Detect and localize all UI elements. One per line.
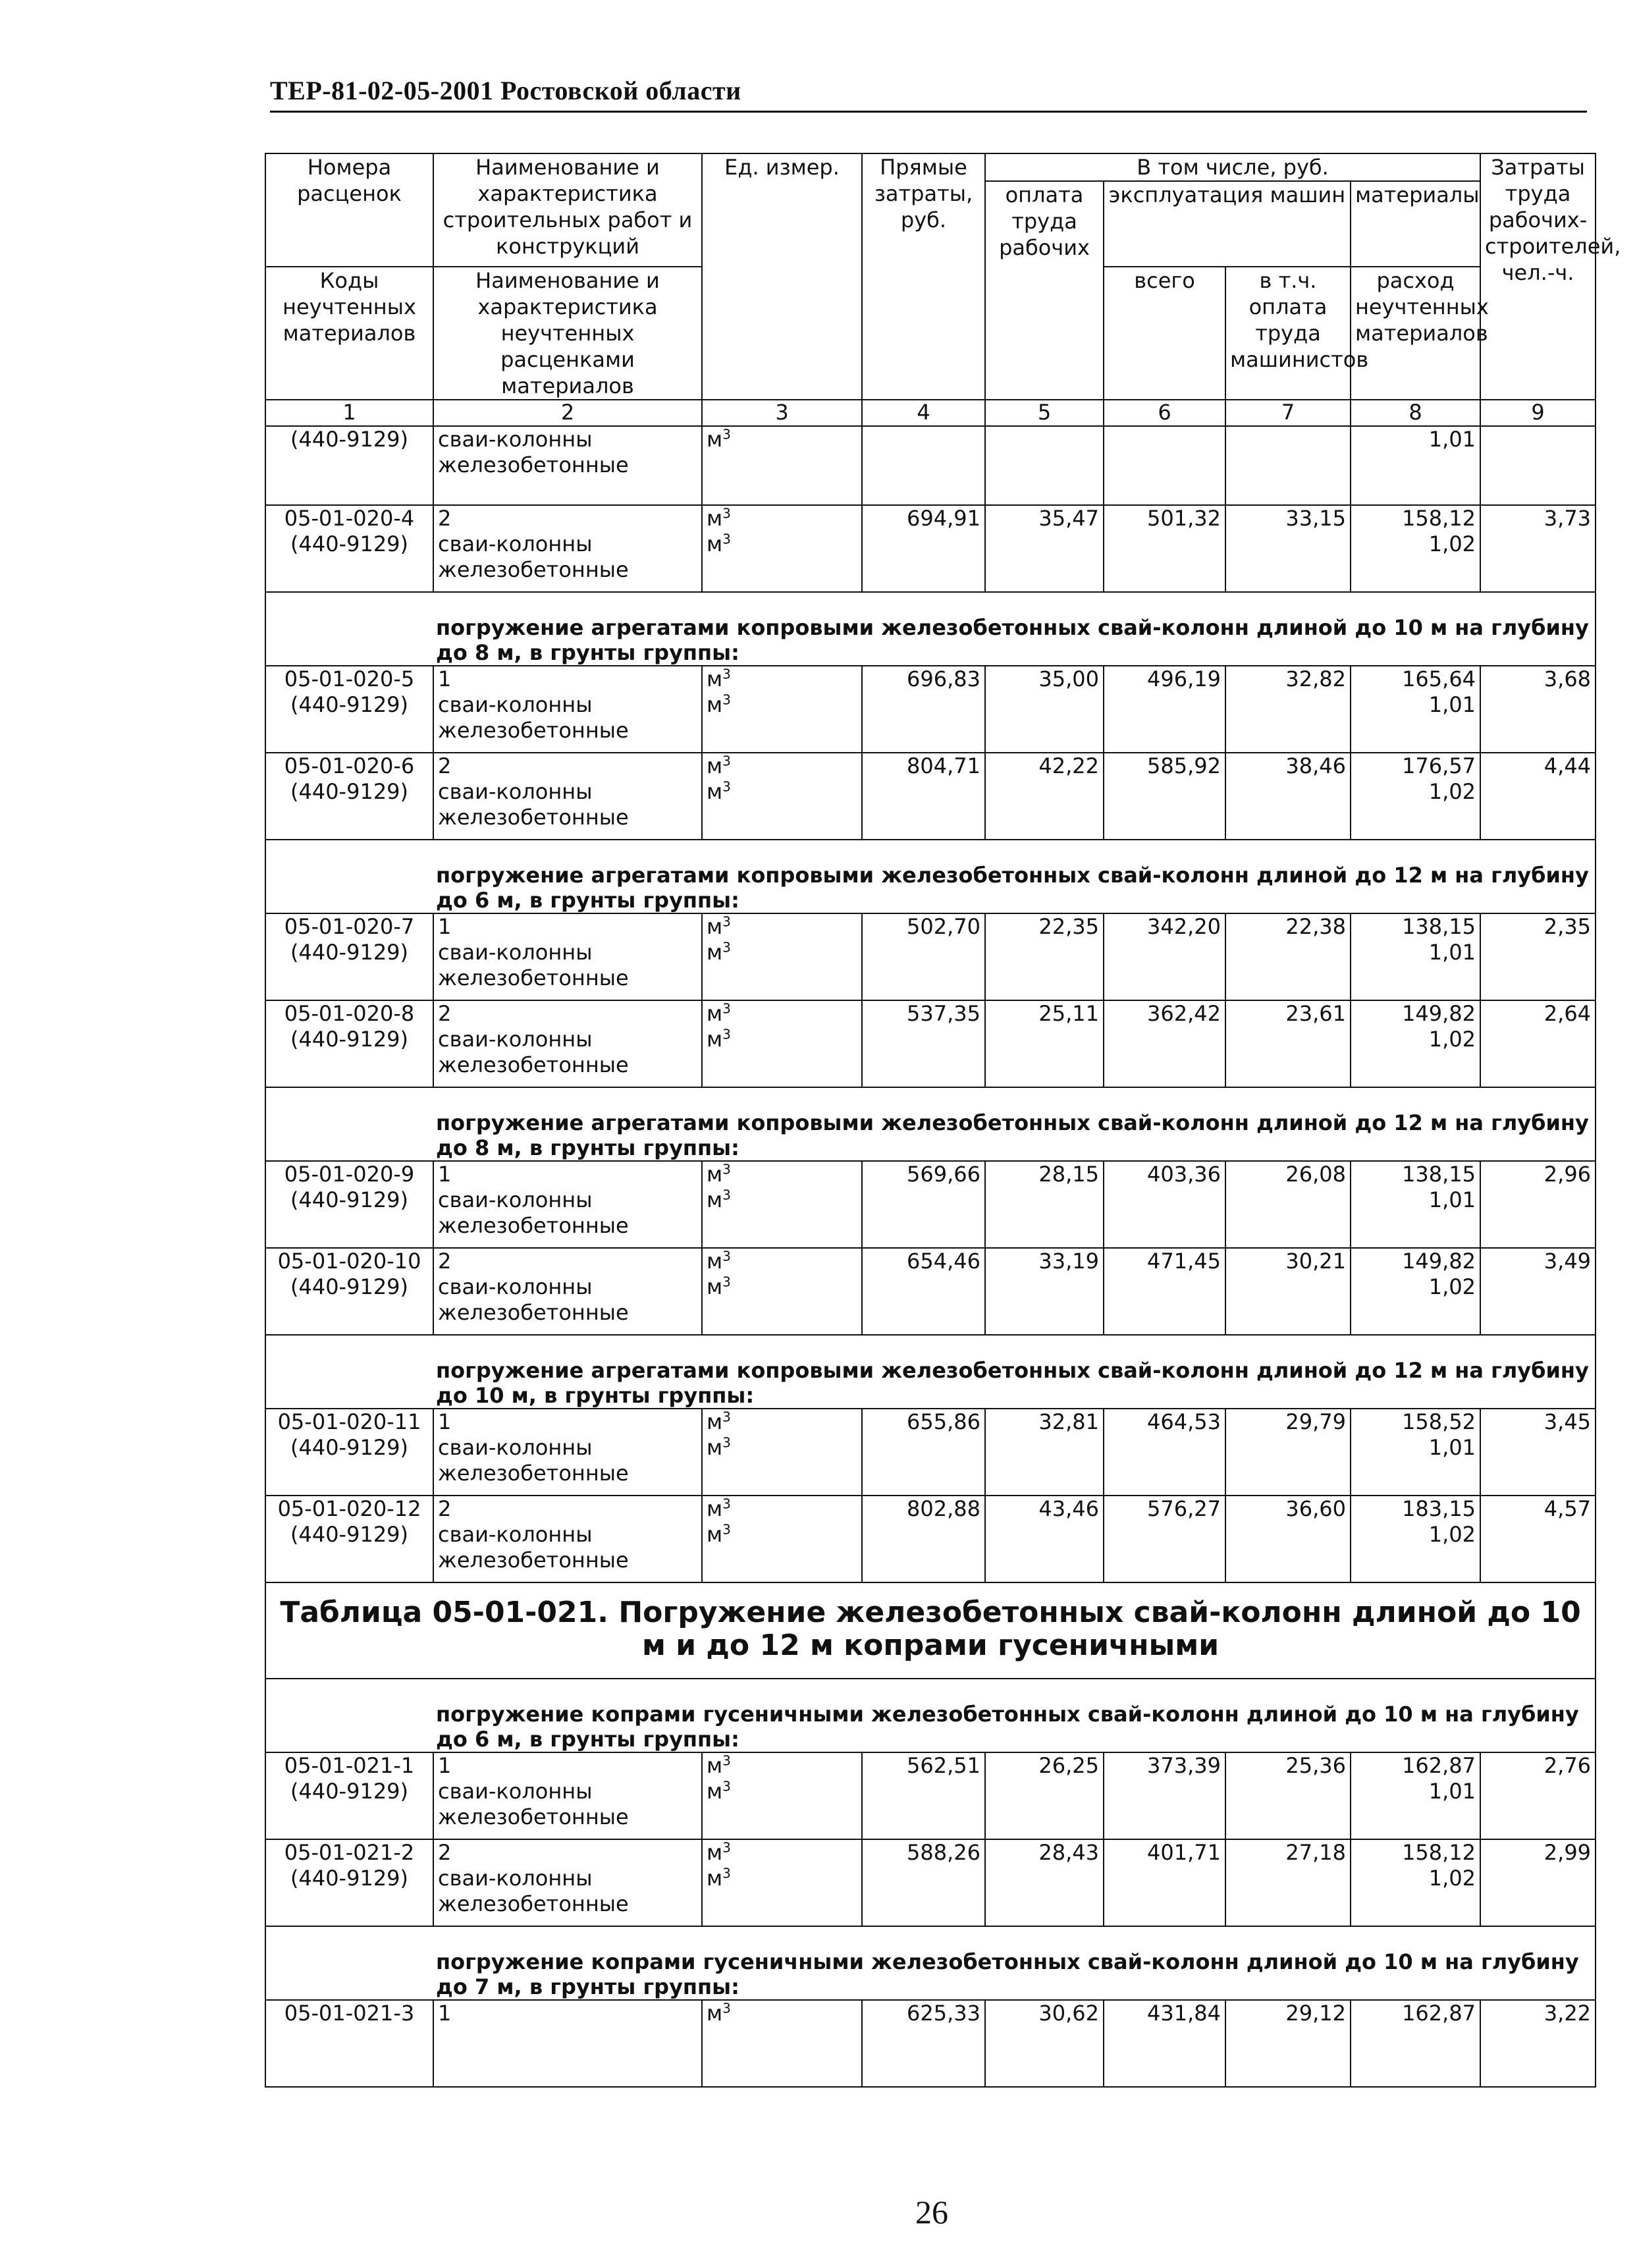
direct-cost: 655,86: [862, 1409, 985, 1496]
material-qty: 1,01: [1428, 940, 1476, 965]
table-title: Таблица 05-01-021. Погружение железобетонных свай-колонн длиной до 10 м и до 12 м копрами гусеничными: [265, 1582, 1596, 1679]
labor-hours: 4,44: [1480, 753, 1596, 840]
col-number: 1: [265, 400, 433, 426]
table-row: [265, 1839, 1596, 1926]
rate-code-cell: [265, 913, 433, 1000]
work-name-cell: [433, 1161, 702, 1248]
material-qty: 1,02: [1428, 531, 1476, 556]
rate-code-cell: [265, 1409, 433, 1496]
materials-cost: 176,57: [1402, 753, 1476, 778]
soil-group: 1: [438, 1753, 452, 1778]
rate-code: 05-01-020-12: [277, 1496, 421, 1521]
section-heading-row: [265, 592, 1596, 666]
section-heading: погружение агрегатами копровыми железобетонных свай-колонн длиной до 12 м на глубину до 10 м, в грунты группы:: [265, 1335, 1596, 1409]
soil-group: 2: [438, 1840, 452, 1865]
labor-hours: 3,49: [1480, 1248, 1596, 1335]
soil-group: 1: [438, 666, 452, 691]
material-qty: 1,02: [1428, 1522, 1476, 1547]
labor-hours: 3,22: [1480, 2000, 1596, 2087]
rate-code-cell: [265, 1496, 433, 1582]
machinist-pay: 26,08: [1225, 1161, 1351, 1248]
soil-group: 1: [438, 1409, 452, 1434]
col-number: 4: [862, 400, 985, 426]
material-name: сваи-колонны железобетонные: [438, 940, 629, 990]
material-qty: 1,02: [1428, 1274, 1476, 1299]
labor-hours: 2,96: [1480, 1161, 1596, 1248]
labor-hours: 3,73: [1480, 505, 1596, 592]
work-name-cell: [433, 1248, 702, 1335]
material-qty: 1,01: [1428, 1779, 1476, 1804]
machines-total: 576,27: [1104, 1496, 1225, 1582]
machinist-pay: 36,60: [1225, 1496, 1351, 1582]
labor-pay: 42,22: [985, 753, 1104, 840]
material-qty: 1,01: [1351, 426, 1480, 505]
rate-code-cell: [265, 666, 433, 753]
rate-code: 05-01-021-1: [284, 1753, 415, 1778]
machines-total-header: всего: [1104, 267, 1225, 400]
material-code: (440-9129): [290, 1274, 409, 1299]
labor-hours: 2,35: [1480, 913, 1596, 1000]
material-name: сваи-колонны железобетонные: [438, 1866, 629, 1916]
machines-total: 471,45: [1104, 1248, 1225, 1335]
material-name: сваи-колонны железобетонные: [438, 1435, 629, 1486]
table-row: [265, 2000, 1596, 2087]
rate-code-cell: [265, 1161, 433, 1248]
table-row: [265, 913, 1596, 1000]
rate-code: 05-01-021-2: [284, 1840, 415, 1865]
soil-group: 2: [438, 1249, 452, 1274]
table-row: [265, 666, 1596, 753]
materials-cost: 158,12: [1402, 1840, 1476, 1865]
rate-code: 05-01-020-4: [284, 506, 415, 531]
unit-cell: $м^3$: [702, 2000, 862, 2087]
unit-cell: $м^3$ $м^3$: [702, 505, 862, 592]
section-heading: погружение агрегатами копровыми железобетонных свай-колонн длиной до 10 м на глубину до 8 м, в грунты группы:: [265, 592, 1596, 666]
included-header: В том числе, руб.: [985, 153, 1480, 181]
unit-cell: $м^3$ $м^3$: [702, 1161, 862, 1248]
material-code: (440-9129): [290, 531, 409, 556]
machinist-pay: 38,46: [1225, 753, 1351, 840]
materials-cell: [1351, 753, 1480, 840]
col1-top-header: Номера расценок: [265, 153, 433, 267]
rate-code: 05-01-020-11: [277, 1409, 421, 1434]
machines-total: 496,19: [1104, 666, 1225, 753]
col2-bottom-header: Наименование и характеристика неучтенных расценками материалов: [433, 267, 702, 400]
labor-pay: 22,35: [985, 913, 1104, 1000]
table-row: [265, 753, 1596, 840]
col-number: 9: [1480, 400, 1596, 426]
col-number: 7: [1225, 400, 1351, 426]
rate-code: 05-01-020-5: [284, 666, 415, 691]
labor-hours: 3,68: [1480, 666, 1596, 753]
col-number: 8: [1351, 400, 1480, 426]
section-heading-row: [265, 1679, 1596, 1752]
labor-pay-header: оплата труда рабочих: [985, 181, 1104, 400]
unit-cell: $м^3$ $м^3$: [702, 1000, 862, 1087]
direct-cost: 537,35: [862, 1000, 985, 1087]
material-name: сваи-колонны железобетонные: [438, 531, 629, 582]
unit-cell: $м^3$ $м^3$: [702, 1839, 862, 1926]
materials-cost: 165,64: [1402, 666, 1476, 691]
table-row: [265, 1496, 1596, 1582]
soil-group: 2: [438, 1496, 452, 1521]
direct-cost-header: Прямые затраты, руб.: [862, 153, 985, 400]
machines-total: 585,92: [1104, 753, 1225, 840]
labor-hours: 2,99: [1480, 1839, 1596, 1926]
material-code: (440-9129): [265, 426, 433, 505]
machines-header: эксплуатация машин: [1104, 181, 1351, 267]
soil-group: 1: [438, 914, 452, 939]
rate-code-cell: [265, 1839, 433, 1926]
unit-cell: $м^3$ $м^3$: [702, 1248, 862, 1335]
material-qty: 1,01: [1428, 1435, 1476, 1460]
material-name: сваи-колонны железобетонные: [438, 1187, 629, 1238]
soil-group: 2: [438, 1001, 452, 1026]
material-qty: 1,01: [1428, 1187, 1476, 1212]
direct-cost: 569,66: [862, 1161, 985, 1248]
material-usage-header: расход неучтенных материалов: [1351, 267, 1480, 400]
materials-cell: [1351, 1161, 1480, 1248]
rate-code-cell: [265, 1000, 433, 1087]
rate-code: 05-01-020-9: [284, 1162, 415, 1187]
labor-pay: 33,19: [985, 1248, 1104, 1335]
work-name-cell: [433, 1839, 702, 1926]
labor-pay: 32,81: [985, 1409, 1104, 1496]
section-heading-row: [265, 1087, 1596, 1161]
materials-cell: [1351, 505, 1480, 592]
col-number: 2: [433, 400, 702, 426]
rate-code-cell: [265, 753, 433, 840]
unit-cell: $м^3$ $м^3$: [702, 913, 862, 1000]
col1-bottom-header: Коды неучтенных материалов: [265, 267, 433, 400]
direct-cost: 502,70: [862, 913, 985, 1000]
col-number: 3: [702, 400, 862, 426]
section-heading-row: [265, 1335, 1596, 1409]
material-unit: $м^3$: [702, 426, 862, 505]
machines-total: 401,71: [1104, 1839, 1225, 1926]
table-row: [265, 1752, 1596, 1839]
materials-cost: 158,52: [1402, 1409, 1476, 1434]
material-code: (440-9129): [290, 1522, 409, 1547]
materials-cell: [1351, 1000, 1480, 1087]
material-qty: 1,01: [1428, 692, 1476, 717]
soil-group: 1: [438, 2001, 452, 2026]
table-row: [265, 505, 1596, 592]
work-name-cell: [433, 1752, 702, 1839]
materials-cell: [1351, 1752, 1480, 1839]
section-heading: погружение копрами гусеничными железобетонных свай-колонн длиной до 10 м на глубину до 6 м, в грунты группы:: [265, 1679, 1596, 1752]
table-row: [265, 1000, 1596, 1087]
column-numbers-row: [265, 400, 1596, 426]
materials-cell: [1351, 2000, 1480, 2087]
material-code: (440-9129): [290, 1027, 409, 1052]
direct-cost: 654,46: [862, 1248, 985, 1335]
labor-hours-header: Затраты труда рабочих-строителей, чел.-ч.: [1480, 153, 1596, 400]
unit-cell: $м^3$ $м^3$: [702, 1496, 862, 1582]
unit-cell: $м^3$ $м^3$: [702, 753, 862, 840]
labor-pay: 26,25: [985, 1752, 1104, 1839]
work-name-cell: [433, 666, 702, 753]
labor-pay: 35,47: [985, 505, 1104, 592]
material-code: (440-9129): [290, 1779, 409, 1804]
materials-cost: 158,12: [1402, 506, 1476, 531]
material-name: сваи-колонны железобетонные: [438, 1522, 629, 1573]
machines-total: 431,84: [1104, 2000, 1225, 2087]
soil-group: 2: [438, 506, 452, 531]
machines-total: 501,32: [1104, 505, 1225, 592]
material-qty: 1,02: [1428, 779, 1476, 804]
materials-cell: [1351, 1839, 1480, 1926]
col-number: 5: [985, 400, 1104, 426]
machinist-pay: 23,61: [1225, 1000, 1351, 1087]
unit-cell: $м^3$ $м^3$: [702, 1752, 862, 1839]
materials-cost: 138,15: [1402, 914, 1476, 939]
labor-hours: 2,76: [1480, 1752, 1596, 1839]
soil-group: 2: [438, 753, 452, 778]
material-name: сваи-колонны железобетонные: [438, 1274, 629, 1325]
material-code: (440-9129): [290, 940, 409, 965]
section-heading: погружение агрегатами копровыми железобетонных свай-колонн длиной до 12 м на глубину до 8 м, в грунты группы:: [265, 1087, 1596, 1161]
material-code: (440-9129): [290, 692, 409, 717]
col-number: 6: [1104, 400, 1225, 426]
rate-code: 05-01-021-3: [284, 2001, 415, 2026]
machinist-pay: 33,15: [1225, 505, 1351, 592]
materials-cost: 162,87: [1402, 2001, 1476, 2026]
labor-hours: 2,64: [1480, 1000, 1596, 1087]
work-name-cell: [433, 1409, 702, 1496]
rate-code: 05-01-020-10: [277, 1249, 421, 1274]
section-heading: погружение копрами гусеничными железобетонных свай-колонн длиной до 10 м на глубину до 7 м, в грунты группы:: [265, 1926, 1596, 2000]
table-title-row: [265, 1582, 1596, 1679]
machinist-pay-header: в т.ч. оплата труда машинистов: [1225, 267, 1351, 400]
rate-code-cell: [265, 1752, 433, 1839]
work-name-cell: [433, 913, 702, 1000]
table-row: [265, 1248, 1596, 1335]
material-qty: 1,02: [1428, 1027, 1476, 1052]
materials-cell: [1351, 1496, 1480, 1582]
machinist-pay: 27,18: [1225, 1839, 1351, 1926]
rate-code: 05-01-020-6: [284, 753, 415, 778]
table-row: [265, 1161, 1596, 1248]
soil-group: 1: [438, 1162, 452, 1187]
labor-pay: 28,43: [985, 1839, 1104, 1926]
materials-cost: 149,82: [1402, 1001, 1476, 1026]
section-heading-row: [265, 840, 1596, 913]
work-name-cell: [433, 2000, 702, 2087]
machines-total: 464,53: [1104, 1409, 1225, 1496]
section-heading-row: [265, 1926, 1596, 2000]
labor-pay: 35,00: [985, 666, 1104, 753]
unit-cell: $м^3$ $м^3$: [702, 666, 862, 753]
machines-total: 342,20: [1104, 913, 1225, 1000]
materials-cost: 138,15: [1402, 1162, 1476, 1187]
labor-pay: 30,62: [985, 2000, 1104, 2087]
rate-code-cell: [265, 1248, 433, 1335]
section-heading: погружение агрегатами копровыми железобетонных свай-колонн длиной до 12 м на глубину до 6 м, в грунты группы:: [265, 840, 1596, 913]
direct-cost: 696,83: [862, 666, 985, 753]
machines-total: 403,36: [1104, 1161, 1225, 1248]
machinist-pay: 25,36: [1225, 1752, 1351, 1839]
materials-cost: 162,87: [1402, 1753, 1476, 1778]
labor-pay: 43,46: [985, 1496, 1104, 1582]
rate-code-cell: [265, 505, 433, 592]
rate-code-cell: [265, 2000, 433, 2087]
direct-cost: 625,33: [862, 2000, 985, 2087]
material-name: сваи-колонны железобетонные: [438, 1027, 629, 1077]
direct-cost: 802,88: [862, 1496, 985, 1582]
machinist-pay: 29,79: [1225, 1409, 1351, 1496]
materials-header: материалы: [1351, 181, 1480, 267]
work-name-cell: [433, 1000, 702, 1087]
material-code: (440-9129): [290, 1866, 409, 1891]
material-code: (440-9129): [290, 1435, 409, 1460]
labor-hours: 3,45: [1480, 1409, 1596, 1496]
machinist-pay: 32,82: [1225, 666, 1351, 753]
material-code: (440-9129): [290, 779, 409, 804]
direct-cost: 694,91: [862, 505, 985, 592]
materials-cell: [1351, 1409, 1480, 1496]
header-row-1: [265, 153, 1596, 181]
document-title: ТЕР-81-02-05-2001 Ростовской области: [270, 76, 741, 105]
work-name-cell: [433, 753, 702, 840]
material-name: сваи-колонны железобетонные: [433, 426, 702, 505]
materials-cost: 149,82: [1402, 1249, 1476, 1274]
labor-pay: 25,11: [985, 1000, 1104, 1087]
labor-hours: 4,57: [1480, 1496, 1596, 1582]
material-name: сваи-колонны железобетонные: [438, 692, 629, 743]
machines-total: 373,39: [1104, 1752, 1225, 1839]
machinist-pay: 22,38: [1225, 913, 1351, 1000]
materials-cost: 183,15: [1402, 1496, 1476, 1521]
materials-cell: [1351, 1248, 1480, 1335]
machines-total: 362,42: [1104, 1000, 1225, 1087]
unit-cell: $м^3$ $м^3$: [702, 1409, 862, 1496]
table-row: [265, 1409, 1596, 1496]
rate-code: 05-01-020-7: [284, 914, 415, 939]
material-name: сваи-колонны железобетонные: [438, 779, 629, 830]
work-name-cell: [433, 505, 702, 592]
page-number: 26: [915, 2194, 948, 2230]
direct-cost: 804,71: [862, 753, 985, 840]
machinist-pay: 30,21: [1225, 1248, 1351, 1335]
unit-header: Ед. измер.: [702, 153, 862, 400]
materials-cell: [1351, 666, 1480, 753]
labor-pay: 28,15: [985, 1161, 1104, 1248]
material-name: сваи-колонны железобетонные: [438, 1779, 629, 1829]
page-header: [270, 71, 1587, 113]
material-qty: 1,02: [1428, 1866, 1476, 1891]
machinist-pay: 29,12: [1225, 2000, 1351, 2087]
material-row: [265, 426, 1596, 505]
rates-table: [265, 153, 1621, 2088]
work-name-cell: [433, 1496, 702, 1582]
rate-code: 05-01-020-8: [284, 1001, 415, 1026]
direct-cost: 588,26: [862, 1839, 985, 1926]
direct-cost: 562,51: [862, 1752, 985, 1839]
col2-top-header: Наименование и характеристика строительных работ и конструкций: [433, 153, 702, 267]
materials-cell: [1351, 913, 1480, 1000]
material-code: (440-9129): [290, 1187, 409, 1212]
